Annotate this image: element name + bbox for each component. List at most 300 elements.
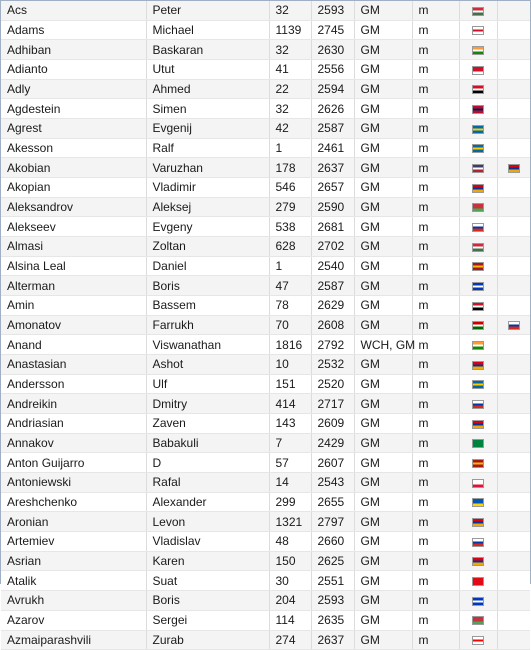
games-cell: 178 [269, 158, 311, 178]
games-cell: 628 [269, 237, 311, 257]
former-federation-cell [497, 296, 530, 316]
last-name-cell: Azarov [1, 610, 146, 630]
former-federation-cell [497, 512, 530, 532]
title-cell: GM [354, 630, 412, 650]
games-cell: 32 [269, 99, 311, 119]
sweden-flag-icon [472, 144, 484, 153]
rating-cell: 2532 [311, 355, 354, 375]
rating-cell: 2629 [311, 296, 354, 316]
belarus-flag-icon [472, 203, 484, 212]
first-name-cell: Ahmed [146, 79, 269, 99]
sex-cell: m [412, 394, 459, 414]
former-federation-cell [497, 237, 530, 257]
first-name-cell: Boris [146, 276, 269, 296]
title-cell: GM [354, 1, 412, 20]
sex-cell: m [412, 79, 459, 99]
sex-cell: m [412, 374, 459, 394]
egypt-flag-icon [472, 85, 484, 94]
sex-cell: m [412, 138, 459, 158]
former-federation-cell [497, 414, 530, 434]
last-name-cell: Akesson [1, 138, 146, 158]
former-federation-cell [497, 473, 530, 493]
spain-flag-icon [472, 262, 484, 271]
table-row[interactable] [1, 237, 530, 257]
sex-cell: m [412, 296, 459, 316]
rating-cell: 2637 [311, 630, 354, 650]
federation-cell [459, 178, 497, 198]
former-federation-cell [497, 256, 530, 276]
table-row[interactable] [1, 178, 530, 198]
federation-cell [459, 630, 497, 650]
last-name-cell: Agdestein [1, 99, 146, 119]
table-row[interactable] [1, 315, 530, 335]
armenia-flag-icon [472, 361, 484, 370]
last-name-cell: Aronian [1, 512, 146, 532]
hungary-flag-icon [472, 243, 484, 252]
former-federation-cell [497, 335, 530, 355]
table-row[interactable] [1, 610, 530, 630]
last-name-cell: Almasi [1, 237, 146, 257]
games-cell: 1321 [269, 512, 311, 532]
title-cell: GM [354, 374, 412, 394]
rating-cell: 2626 [311, 99, 354, 119]
former-federation-cell [497, 394, 530, 414]
former-federation-cell [497, 40, 530, 60]
former-federation-cell [497, 355, 530, 375]
sex-cell: m [412, 217, 459, 237]
games-cell: 1 [269, 138, 311, 158]
rating-cell: 2594 [311, 79, 354, 99]
sex-cell: m [412, 414, 459, 434]
former-federation-cell [497, 532, 530, 552]
last-name-cell: Alterman [1, 276, 146, 296]
rating-cell: 2593 [311, 591, 354, 611]
table-row[interactable] [1, 591, 530, 611]
games-cell: 150 [269, 551, 311, 571]
games-cell: 1816 [269, 335, 311, 355]
first-name-cell: Zaven [146, 414, 269, 434]
former-federation-cell [497, 276, 530, 296]
title-cell: GM [354, 473, 412, 493]
table-row[interactable] [1, 197, 530, 217]
former-federation-cell [497, 158, 530, 178]
federation-cell [459, 296, 497, 316]
rating-cell: 2630 [311, 40, 354, 60]
federation-cell [459, 473, 497, 493]
georgia-flag-icon [472, 636, 484, 645]
former-federation-cell [497, 1, 530, 20]
table-row[interactable] [1, 355, 530, 375]
table-row[interactable] [1, 473, 530, 493]
first-name-cell: D [146, 453, 269, 473]
title-cell: GM [354, 315, 412, 335]
india-flag-icon [472, 46, 484, 55]
federation-cell [459, 355, 497, 375]
armenia-flag-icon [472, 518, 484, 527]
rating-cell: 2702 [311, 237, 354, 257]
federation-cell [459, 217, 497, 237]
russia-flag-icon [508, 321, 520, 330]
table-row[interactable] [1, 79, 530, 99]
title-cell: GM [354, 99, 412, 119]
first-name-cell: Karen [146, 551, 269, 571]
games-cell: 14 [269, 473, 311, 493]
federation-cell [459, 60, 497, 80]
sex-cell: m [412, 197, 459, 217]
table-row[interactable] [1, 453, 530, 473]
first-name-cell: Zoltan [146, 237, 269, 257]
england-flag-icon [472, 26, 484, 35]
title-cell: GM [354, 79, 412, 99]
sex-cell: m [412, 335, 459, 355]
table-row[interactable] [1, 1, 530, 20]
last-name-cell: Andriasian [1, 414, 146, 434]
last-name-cell: Avrukh [1, 591, 146, 611]
tajikistan-flag-icon [472, 321, 484, 330]
last-name-cell: Adams [1, 20, 146, 40]
federation-cell [459, 414, 497, 434]
games-cell: 299 [269, 492, 311, 512]
last-name-cell: Annakov [1, 433, 146, 453]
title-cell: GM [354, 591, 412, 611]
sex-cell: m [412, 158, 459, 178]
egypt-flag-icon [472, 302, 484, 311]
title-cell: GM [354, 610, 412, 630]
title-cell: GM [354, 237, 412, 257]
rating-cell: 2556 [311, 60, 354, 80]
first-name-cell: Ralf [146, 138, 269, 158]
table-row[interactable] [1, 571, 530, 591]
title-cell: GM [354, 276, 412, 296]
title-cell: GM [354, 532, 412, 552]
first-name-cell: Aleksej [146, 197, 269, 217]
rating-cell: 2520 [311, 374, 354, 394]
sex-cell: m [412, 591, 459, 611]
turkmenistan-flag-icon [472, 439, 484, 448]
armenia-flag-icon [472, 557, 484, 566]
ukraine-flag-icon [472, 498, 484, 507]
sex-cell: m [412, 453, 459, 473]
former-federation-cell [497, 610, 530, 630]
federation-cell [459, 315, 497, 335]
games-cell: 47 [269, 276, 311, 296]
last-name-cell: Andersson [1, 374, 146, 394]
first-name-cell: Farrukh [146, 315, 269, 335]
rating-cell: 2540 [311, 256, 354, 276]
last-name-cell: Amonatov [1, 315, 146, 335]
federation-cell [459, 551, 497, 571]
sex-cell: m [412, 492, 459, 512]
rating-cell: 2657 [311, 178, 354, 198]
rating-cell: 2429 [311, 433, 354, 453]
sex-cell: m [412, 256, 459, 276]
former-federation-cell [497, 79, 530, 99]
spain-flag-icon [472, 459, 484, 468]
last-name-cell: Amin [1, 296, 146, 316]
last-name-cell: Adly [1, 79, 146, 99]
sweden-flag-icon [472, 125, 484, 134]
rating-cell: 2681 [311, 217, 354, 237]
federation-cell [459, 79, 497, 99]
games-cell: 10 [269, 355, 311, 375]
federation-cell [459, 433, 497, 453]
title-cell: GM [354, 453, 412, 473]
title-cell: GM [354, 433, 412, 453]
games-cell: 30 [269, 571, 311, 591]
former-federation-cell [497, 99, 530, 119]
usa-flag-icon [472, 164, 484, 173]
table-row[interactable] [1, 20, 530, 40]
sex-cell: m [412, 551, 459, 571]
games-cell: 32 [269, 1, 311, 20]
title-cell: GM [354, 296, 412, 316]
rating-cell: 2608 [311, 315, 354, 335]
table-row[interactable] [1, 276, 530, 296]
title-cell: GM [354, 414, 412, 434]
former-federation-cell [497, 571, 530, 591]
rating-cell: 2792 [311, 335, 354, 355]
first-name-cell: Bassem [146, 296, 269, 316]
indonesia-flag-icon [472, 66, 484, 75]
sex-cell: m [412, 20, 459, 40]
sex-cell: m [412, 610, 459, 630]
federation-cell [459, 492, 497, 512]
sex-cell: m [412, 630, 459, 650]
first-name-cell: Ulf [146, 374, 269, 394]
federation-cell [459, 453, 497, 473]
last-name-cell: Anand [1, 335, 146, 355]
sex-cell: m [412, 512, 459, 532]
games-cell: 204 [269, 591, 311, 611]
rating-cell: 2655 [311, 492, 354, 512]
last-name-cell: Adhiban [1, 40, 146, 60]
sex-cell: m [412, 178, 459, 198]
federation-cell [459, 20, 497, 40]
federation-cell [459, 99, 497, 119]
federation-cell [459, 276, 497, 296]
title-cell: GM [354, 40, 412, 60]
table-row[interactable] [1, 158, 530, 178]
table-row[interactable] [1, 119, 530, 139]
games-cell: 78 [269, 296, 311, 316]
last-name-cell: Agrest [1, 119, 146, 139]
games-cell: 7 [269, 433, 311, 453]
first-name-cell: Suat [146, 571, 269, 591]
former-federation-cell [497, 374, 530, 394]
federation-cell [459, 256, 497, 276]
sweden-flag-icon [472, 380, 484, 389]
russia-flag-icon [472, 223, 484, 232]
former-federation-cell [497, 591, 530, 611]
first-name-cell: Ashot [146, 355, 269, 375]
last-name-cell: Alsina Leal [1, 256, 146, 276]
first-name-cell: Vladimir [146, 178, 269, 198]
sex-cell: m [412, 355, 459, 375]
table-row[interactable] [1, 532, 530, 552]
armenia-flag-icon [472, 184, 484, 193]
rating-cell: 2637 [311, 158, 354, 178]
first-name-cell: Utut [146, 60, 269, 80]
rating-cell: 2635 [311, 610, 354, 630]
russia-flag-icon [472, 538, 484, 547]
israel-flag-icon [472, 597, 484, 606]
rating-cell: 2607 [311, 453, 354, 473]
games-cell: 32 [269, 40, 311, 60]
games-cell: 274 [269, 630, 311, 650]
first-name-cell: Varuzhan [146, 158, 269, 178]
russia-flag-icon [472, 400, 484, 409]
last-name-cell: Asrian [1, 551, 146, 571]
title-cell: GM [354, 158, 412, 178]
table-row[interactable] [1, 394, 530, 414]
games-cell: 151 [269, 374, 311, 394]
poland-flag-icon [472, 479, 484, 488]
games-cell: 114 [269, 610, 311, 630]
former-federation-cell [497, 551, 530, 571]
table-row[interactable] [1, 296, 530, 316]
games-cell: 546 [269, 178, 311, 198]
rating-cell: 2543 [311, 473, 354, 493]
title-cell: GM [354, 492, 412, 512]
last-name-cell: Anton Guijarro [1, 453, 146, 473]
rating-cell: 2587 [311, 119, 354, 139]
sex-cell: m [412, 473, 459, 493]
games-cell: 1 [269, 256, 311, 276]
last-name-cell: Antoniewski [1, 473, 146, 493]
first-name-cell: Michael [146, 20, 269, 40]
table-row[interactable] [1, 551, 530, 571]
former-federation-cell [497, 492, 530, 512]
rating-cell: 2590 [311, 197, 354, 217]
federation-cell [459, 119, 497, 139]
table-row[interactable] [1, 40, 530, 60]
games-cell: 1139 [269, 20, 311, 40]
title-cell: GM [354, 178, 412, 198]
rating-cell: 2717 [311, 394, 354, 414]
rating-cell: 2797 [311, 512, 354, 532]
federation-cell [459, 591, 497, 611]
first-name-cell: Evgeny [146, 217, 269, 237]
former-federation-cell [497, 119, 530, 139]
first-name-cell: Alexander [146, 492, 269, 512]
title-cell: GM [354, 119, 412, 139]
federation-cell [459, 394, 497, 414]
table-row[interactable] [1, 99, 530, 119]
games-cell: 22 [269, 79, 311, 99]
norway-flag-icon [472, 105, 484, 114]
former-federation-cell [497, 138, 530, 158]
last-name-cell: Artemiev [1, 532, 146, 552]
rating-cell: 2461 [311, 138, 354, 158]
federation-cell [459, 335, 497, 355]
first-name-cell: Baskaran [146, 40, 269, 60]
player-table [1, 1, 530, 650]
first-name-cell: Vladislav [146, 532, 269, 552]
sex-cell: m [412, 315, 459, 335]
table-row[interactable] [1, 60, 530, 80]
federation-cell [459, 512, 497, 532]
sex-cell: m [412, 237, 459, 257]
federation-cell [459, 237, 497, 257]
first-name-cell: Levon [146, 512, 269, 532]
last-name-cell: Akopian [1, 178, 146, 198]
last-name-cell: Azmaiparashvili [1, 630, 146, 650]
federation-cell [459, 40, 497, 60]
sex-cell: m [412, 1, 459, 20]
sex-cell: m [412, 571, 459, 591]
rating-cell: 2625 [311, 551, 354, 571]
games-cell: 279 [269, 197, 311, 217]
games-cell: 414 [269, 394, 311, 414]
india-flag-icon [472, 341, 484, 350]
last-name-cell: Alekseev [1, 217, 146, 237]
sex-cell: m [412, 40, 459, 60]
federation-cell [459, 158, 497, 178]
title-cell: GM [354, 217, 412, 237]
title-cell: GM [354, 571, 412, 591]
table-row[interactable] [1, 414, 530, 434]
last-name-cell: Aleksandrov [1, 197, 146, 217]
rating-cell: 2587 [311, 276, 354, 296]
former-federation-cell [497, 433, 530, 453]
title-cell: GM [354, 60, 412, 80]
sex-cell: m [412, 60, 459, 80]
last-name-cell: Areshchenko [1, 492, 146, 512]
title-cell: GM [354, 355, 412, 375]
table-row[interactable] [1, 374, 530, 394]
sex-cell: m [412, 532, 459, 552]
title-cell: GM [354, 551, 412, 571]
rating-cell: 2593 [311, 1, 354, 20]
rating-cell: 2609 [311, 414, 354, 434]
rating-cell: 2660 [311, 532, 354, 552]
games-cell: 48 [269, 532, 311, 552]
federation-cell [459, 197, 497, 217]
last-name-cell: Andreikin [1, 394, 146, 414]
federation-cell [459, 532, 497, 552]
federation-cell [459, 374, 497, 394]
sex-cell: m [412, 433, 459, 453]
former-federation-cell [497, 630, 530, 650]
table-row[interactable] [1, 256, 530, 276]
last-name-cell: Acs [1, 1, 146, 20]
table-row[interactable] [1, 630, 530, 650]
table-row[interactable] [1, 433, 530, 453]
first-name-cell: Zurab [146, 630, 269, 650]
table-row[interactable] [1, 492, 530, 512]
table-row[interactable] [1, 512, 530, 532]
sex-cell: m [412, 99, 459, 119]
table-row[interactable] [1, 335, 530, 355]
title-cell: GM [354, 197, 412, 217]
rating-cell: 2551 [311, 571, 354, 591]
title-cell: GM [354, 256, 412, 276]
last-name-cell: Adianto [1, 60, 146, 80]
first-name-cell: Babakuli [146, 433, 269, 453]
former-federation-cell [497, 315, 530, 335]
first-name-cell: Dmitry [146, 394, 269, 414]
table-row[interactable] [1, 138, 530, 158]
first-name-cell: Evgenij [146, 119, 269, 139]
first-name-cell: Sergei [146, 610, 269, 630]
armenia-flag-icon [508, 164, 520, 173]
federation-cell [459, 571, 497, 591]
former-federation-cell [497, 20, 530, 40]
rating-cell: 2745 [311, 20, 354, 40]
title-cell: GM [354, 394, 412, 414]
table-row[interactable] [1, 217, 530, 237]
games-cell: 42 [269, 119, 311, 139]
